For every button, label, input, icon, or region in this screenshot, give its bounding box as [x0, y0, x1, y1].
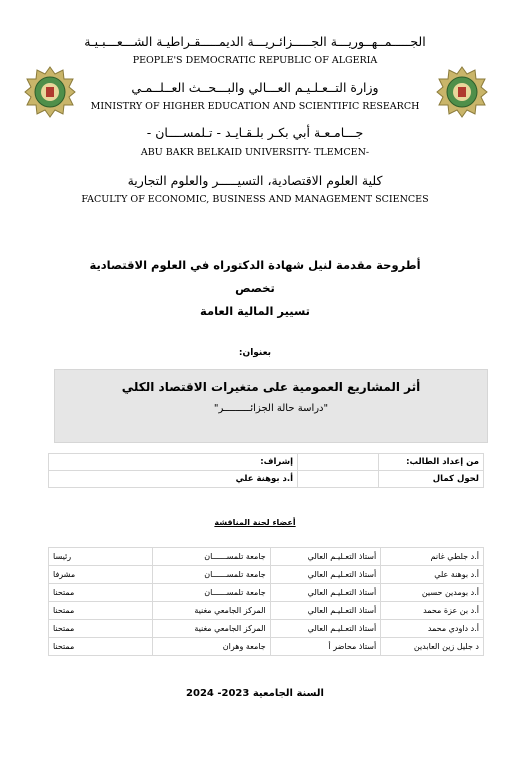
committee-institution: جامعة تلمســــــان — [152, 548, 270, 566]
thesis-degree: أطروحة مقدمة لنيل شهادة الدكتوراه في العلوم الاقتصادية — [89, 258, 421, 272]
committee-row — [49, 602, 484, 620]
committee-institution: المركز الجامعي مغنية — [152, 620, 270, 638]
committee-row — [49, 548, 484, 566]
committee-rank: أستاذ التعـليـم العالي — [270, 566, 381, 584]
ministry-english: MINISTRY OF HIGHER EDUCATION AND SCIENTIFIC RESEARCH — [90, 101, 420, 112]
ministry-arabic: وزارة التــعـلـيـم العـــالي والبـــحــث العــلــمـي — [131, 80, 379, 95]
faculty-english: FACULTY OF ECONOMIC, BUSINESS AND MANAGEMENT SCIENCES — [81, 194, 429, 205]
republic-english: PEOPLE'S DEMOCRATIC REPUBLIC OF ALGERIA — [132, 55, 378, 66]
committee-role: ممتحنا — [49, 602, 153, 620]
thesis-subtitle: "دراسة حالة الجزائـــــــــر" — [213, 403, 329, 414]
committee-table — [48, 547, 484, 656]
specialty-name: تسيير المالية العامة — [199, 304, 310, 318]
committee-row — [49, 584, 484, 602]
committee-role: ممتحنا — [49, 638, 153, 656]
committee-name: أ.د جلطي غانم — [381, 548, 484, 566]
committee-institution: المركز الجامعي مغنية — [152, 602, 270, 620]
committee-rank: أستاذ محاضر أ — [270, 638, 381, 656]
committee-row — [49, 566, 484, 584]
committee-name: أ.د بن عزة محمد — [381, 602, 484, 620]
committee-name: أ.د بومدين حسين — [381, 584, 484, 602]
committee-role: مشرفا — [49, 566, 153, 584]
thesis-title-box — [54, 369, 488, 443]
thesis-title: أثر المشاريع العمومية على متغيرات الاقتصاد الكلي — [121, 380, 421, 394]
supervisor-name: أ.د بوهنة علي — [49, 471, 298, 488]
university-arabic: جـــامـعـة أبي بكـر بلـقـايـد - تـلمســــان - — [146, 125, 364, 140]
committee-role: ممتحنا — [49, 620, 153, 638]
committee-institution: جامعة وهران — [152, 638, 270, 656]
committee-row — [49, 638, 484, 656]
committee-rank: أستاذ التعـليـم العالي — [270, 584, 381, 602]
title-label: بعنوان: — [238, 348, 272, 358]
committee-role: رئيسا — [49, 548, 153, 566]
committee-institution: جامعة تلمســــــان — [152, 584, 270, 602]
committee-name: أ.د داودي محمد — [381, 620, 484, 638]
committee-rank: أستاذ التعـليـم العالي — [270, 620, 381, 638]
specialty-label: تخصص — [235, 281, 275, 295]
university-english: ABU BAKR BELKAID UNIVERSITY- TLEMCEN- — [140, 147, 370, 158]
faculty-arabic: كلية العلوم الاقتصادية، التسيـــــر والعلوم التجارية — [127, 173, 383, 188]
preparation-table — [48, 453, 484, 488]
committee-rank: أستاذ التعـليـم العالي — [270, 548, 381, 566]
committee-name: د جليل زين العابدين — [381, 638, 484, 656]
supervisor-label: إشراف: — [49, 454, 298, 471]
committee-name: أ.د بوهنة علي — [381, 566, 484, 584]
committee-role: ممتحنا — [49, 584, 153, 602]
committee-rank: أستاذ التعـليـم العالي — [270, 602, 381, 620]
committee-heading: أعضاء لجنة المناقشة — [214, 518, 296, 527]
student-label: من إعداد الطالب: — [379, 454, 484, 471]
academic-year: السنة الجامعية 2023- 2024 — [186, 688, 324, 699]
student-name: لحول كمال — [379, 471, 484, 488]
committee-institution: جامعة تلمســــــان — [152, 566, 270, 584]
committee-row — [49, 620, 484, 638]
republic-arabic: الجـــــمــهــوريـــة الجـــــزائـريـــة الديمـــــقـراطيـة الشـــعـــبـيـة — [84, 34, 426, 49]
